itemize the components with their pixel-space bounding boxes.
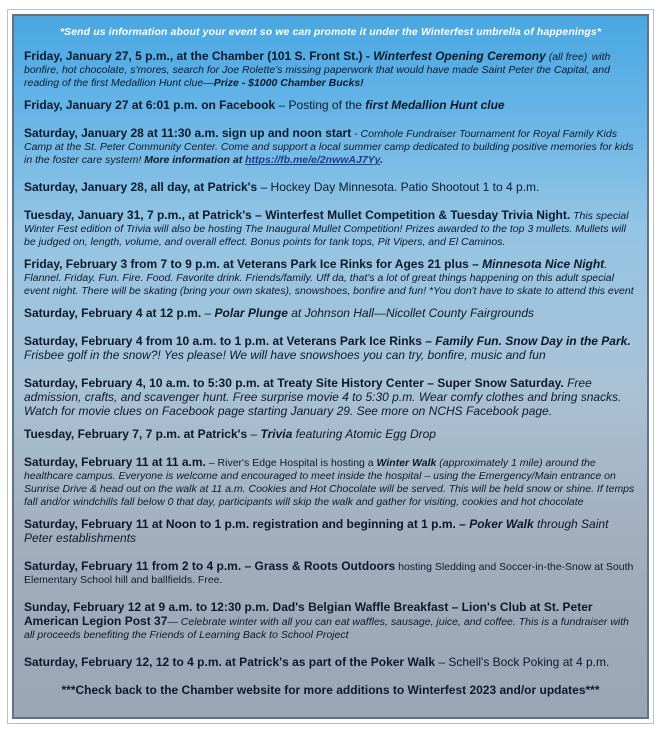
event-description: This special Winter Fest edition of Trivia will also be hosting The Inaugural Mullet Competition! Prizes awarded to the top 3 mullets. Mullets will be judged on, length, volume, and overall effect. Bonus points for tank tops, Pit Vipers, and El Caminos. [24, 210, 629, 248]
events-panel [12, 14, 649, 719]
event-minnesota-nice [24, 257, 637, 297]
event-heading: Friday, February 3 from 7 to 9 p.m. at Veterans Park Ice Rinks for Ages 21 plus – [24, 257, 483, 271]
event-heading: Saturday, February 11 at Noon to 1 p.m. registration and beginning at 1 p.m. – [24, 517, 470, 531]
event-text: – River's Edge Hospital is hosting a [205, 457, 377, 469]
event-heading: Saturday, February 4 from 10 a.m. to 1 p.m. at Veterans Park Ice Rinks – [24, 334, 436, 348]
event-mullet-trivia [24, 208, 637, 248]
event-link[interactable]: https://fb.me/e/2nwwAJ7Yy [245, 154, 381, 166]
event-description: (approximately 1 mile) around the healthcare campus. Everyone is welcome and encouraged to meet inside the hospital – using the Emergency/Main entrance on Sunrise Drive & head out on the walk at 11 a.m. Cookies and Hot Chocolate will be served. This will be held snow or shine. If temps fall and/or windchills fall below 0 that day, participants will skip the walk and gather for visiting, cookies and hot chocolate [24, 457, 635, 508]
event-title: first Medallion Hunt clue [365, 98, 505, 112]
event-polar-plunge [24, 306, 637, 320]
event-title: Minnesota Nice Night [482, 257, 605, 271]
event-heading: Friday, January 27 at 6:01 p.m. on Facebook [24, 98, 276, 112]
event-title: Winterfest Opening Ceremony [373, 49, 546, 63]
page-frame [7, 9, 654, 724]
event-poker-walk [24, 517, 637, 545]
event-note: (all free) [545, 51, 588, 63]
event-hockey-day [24, 180, 637, 194]
event-description: at Johnson Hall—Nicollet County Fairgrounds [287, 306, 535, 320]
event-description: . Flannel. Friday. Fun. Fire. Food. Favorite drink. Friends/family. Uff da, that's a lot of great things happening on this adult special event night. There will be skating (bring your own skates), snowshoes, bonfire and fun! *You don't have to skate to attend this event [24, 259, 634, 297]
event-description: featuring Atomic Egg Drop [292, 427, 436, 441]
event-description: — Celebrate winter with all you can eat waffles, sausage, juice, and coffee. This is a fundraiser with all proceeds benefiting the Friends of Learning Back to School Project [24, 616, 630, 641]
event-text: – [201, 306, 215, 320]
event-prize: Prize - $1000 Chamber Bucks! [213, 77, 364, 89]
event-opening-ceremony [24, 49, 637, 89]
event-punct: . [380, 154, 384, 166]
event-description: with bonfire, hot chocolate, s'mores, search for Joe Rolette's missing paperwork that would have made Saint Peter the Capital, and reading of the first Medallion Hunt clue— [24, 51, 611, 89]
event-bock-poking [24, 655, 637, 669]
event-text: – [247, 427, 261, 441]
event-heading: Friday, January 27, 5 p.m., at the Chamber (101 S. Front St.) - [24, 49, 374, 63]
footer-note: ***Check back to the Chamber website for more additions to Winterfest 2023 and/or updates*** [61, 683, 600, 697]
event-title: Winter Walk [376, 457, 437, 469]
event-heading: Saturday, January 28, all day, at Patrick's [24, 180, 258, 194]
event-super-snow-saturday [24, 376, 637, 418]
event-text: – Schell's Bock Poking at 4 p.m. [435, 655, 610, 669]
event-more-info: More information at [144, 154, 246, 166]
event-description: through Saint Peter establishments [24, 517, 609, 545]
top-note: *Send us information about your event so we can promote it under the Winterfest umbrella of happenings* [59, 26, 602, 38]
event-description: hosting Sledding and Soccer-in-the-Snow at South Elementary School hill and ballfields. Free. [24, 561, 634, 586]
event-medallion-clue [24, 98, 637, 112]
event-heading: Tuesday, January 31, 7 p.m., at Patrick's – Winterfest Mullet Competition & Tuesday Trivia Night. [24, 208, 571, 222]
event-description: Free admission, crafts, and scavenger hunt. Free surprise movie 4 to 5:30 p.m. Wear comfy clothes and bring snacks. Watch for movie clues on Facebook page starting January 29. See more on NCHS Facebook page. [24, 376, 622, 418]
event-heading: Tuesday, February 7, 7 p.m. at Patrick's [24, 427, 248, 441]
event-text: – Posting of the [275, 98, 366, 112]
event-text: – Hockey Day Minnesota. Patio Shootout 1 to 4 p.m. [257, 180, 540, 194]
event-title: Polar Plunge [214, 306, 288, 320]
event-heading: Saturday, February 11 from 2 to 4 p.m. – Grass & Roots Outdoors [24, 559, 396, 573]
event-waffle-breakfast [24, 600, 637, 641]
event-description: Frisbee golf in the snow?! Yes please! We will have snowshoes you can try, bonfire, music and fun [24, 348, 546, 362]
event-cornhole [24, 126, 637, 166]
event-winter-walk [24, 455, 637, 508]
event-grass-roots [24, 559, 637, 586]
event-heading: Saturday, February 12, 12 to 4 p.m. at Patrick's as part of the Poker Walk [24, 655, 435, 669]
event-title: Family Fun. Snow Day in the Park. [435, 334, 631, 348]
event-snow-day [24, 334, 637, 362]
event-heading: Saturday, February 4, 10 a.m. to 5:30 p.m. at Treaty Site History Center – Super Snow Saturday. [24, 376, 564, 390]
event-heading: Saturday, January 28 at 11:30 a.m. sign up and noon start [24, 126, 352, 140]
event-description: - Cornhole Fundraiser Tournament for Royal Family Kids Camp at the St. Peter Community Center. Come and support a local summer camp dedicated to building positive memories for kids in the foster care system! [24, 128, 634, 166]
event-heading: Sunday, February 12 at 9 a.m. to 12:30 p.m. Dad's Belgian Waffle Breakfast – Lion's Club at St. Peter American Legion Post 37 [24, 600, 593, 628]
event-heading: Saturday, February 11 at 11 a.m. [24, 455, 206, 469]
event-trivia [24, 427, 637, 441]
event-title: Trivia [260, 427, 293, 441]
event-heading: Saturday, February 4 at 12 p.m. [24, 306, 202, 320]
event-title: Poker Walk [469, 517, 534, 531]
